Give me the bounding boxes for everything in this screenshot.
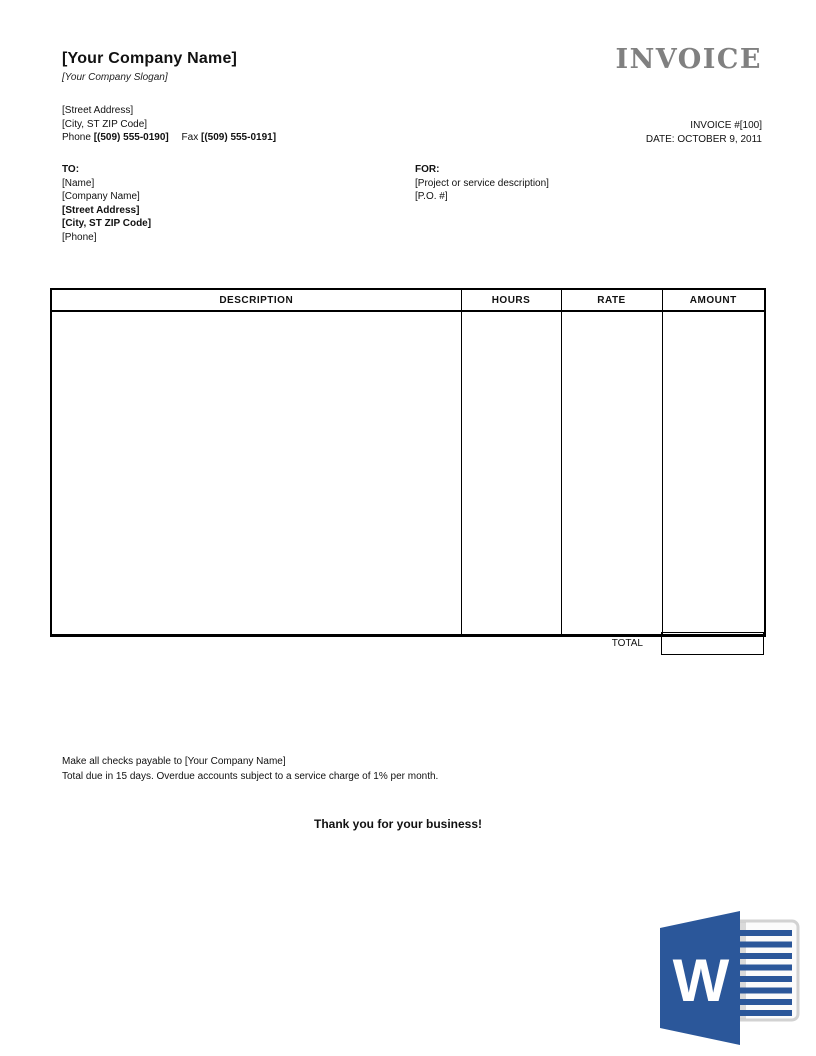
fax-number: [(509) 555-0191] [200, 132, 277, 143]
invoice-items-table [50, 288, 766, 637]
for-label: FOR: [415, 164, 440, 175]
table-header-row [51, 289, 765, 311]
company-street-address: [Street Address] [62, 105, 134, 116]
phone-number: [(509) 555-0190] [93, 132, 169, 143]
to-city-state-zip: [City, ST ZIP Code] [62, 218, 152, 229]
to-name: [Name] [62, 177, 95, 189]
word-logo-icon [656, 908, 806, 1048]
cell-description [51, 311, 461, 636]
for-project-description: [Project or service description] [415, 177, 549, 189]
to-label: TO: [62, 164, 80, 175]
to-company-name: [Company Name] [62, 191, 140, 202]
total-label: TOTAL [611, 638, 643, 649]
for-po-number: [P.O. #] [415, 191, 448, 202]
payable-note: Make all checks payable to [Your Company Name] [62, 756, 286, 767]
cell-amount [662, 311, 765, 636]
fax-label: Fax [181, 132, 199, 143]
bill-to-block [62, 163, 151, 244]
company-phone-fax-line [62, 131, 276, 145]
company-slogan: [Your Company Slogan] [62, 72, 168, 83]
company-name: [Your Company Name] [62, 50, 238, 67]
for-block [415, 163, 549, 204]
invoice-title: INVOICE [615, 44, 762, 75]
company-header [62, 50, 237, 83]
thank-you-message: Thank you for your business! [313, 817, 483, 831]
word-download-link[interactable] [656, 908, 806, 1048]
column-header-rate: RATE [561, 289, 662, 311]
to-street-address: [Street Address] [62, 204, 140, 216]
phone-label: Phone [62, 132, 91, 143]
cell-rate [561, 311, 662, 636]
invoice-meta [646, 119, 762, 147]
footer-notes [62, 755, 438, 784]
terms-note: Total due in 15 days. Overdue accounts subject to a service charge of 1% per month. [62, 770, 439, 782]
table-row [51, 311, 765, 636]
invoice-number: INVOICE #[100] [690, 120, 762, 131]
invoice-date: DATE: OCTOBER 9, 2011 [645, 134, 762, 145]
cell-hours [461, 311, 561, 636]
company-address-block [62, 104, 276, 145]
company-city-state-zip: [City, ST ZIP Code] [62, 118, 148, 130]
column-header-description: DESCRIPTION [51, 289, 461, 311]
column-header-hours: HOURS [461, 289, 561, 311]
total-value-box [661, 632, 764, 655]
column-header-amount: AMOUNT [662, 289, 765, 311]
word-letter: W [672, 947, 730, 1014]
total-row [50, 632, 764, 655]
to-phone: [Phone] [62, 231, 97, 243]
